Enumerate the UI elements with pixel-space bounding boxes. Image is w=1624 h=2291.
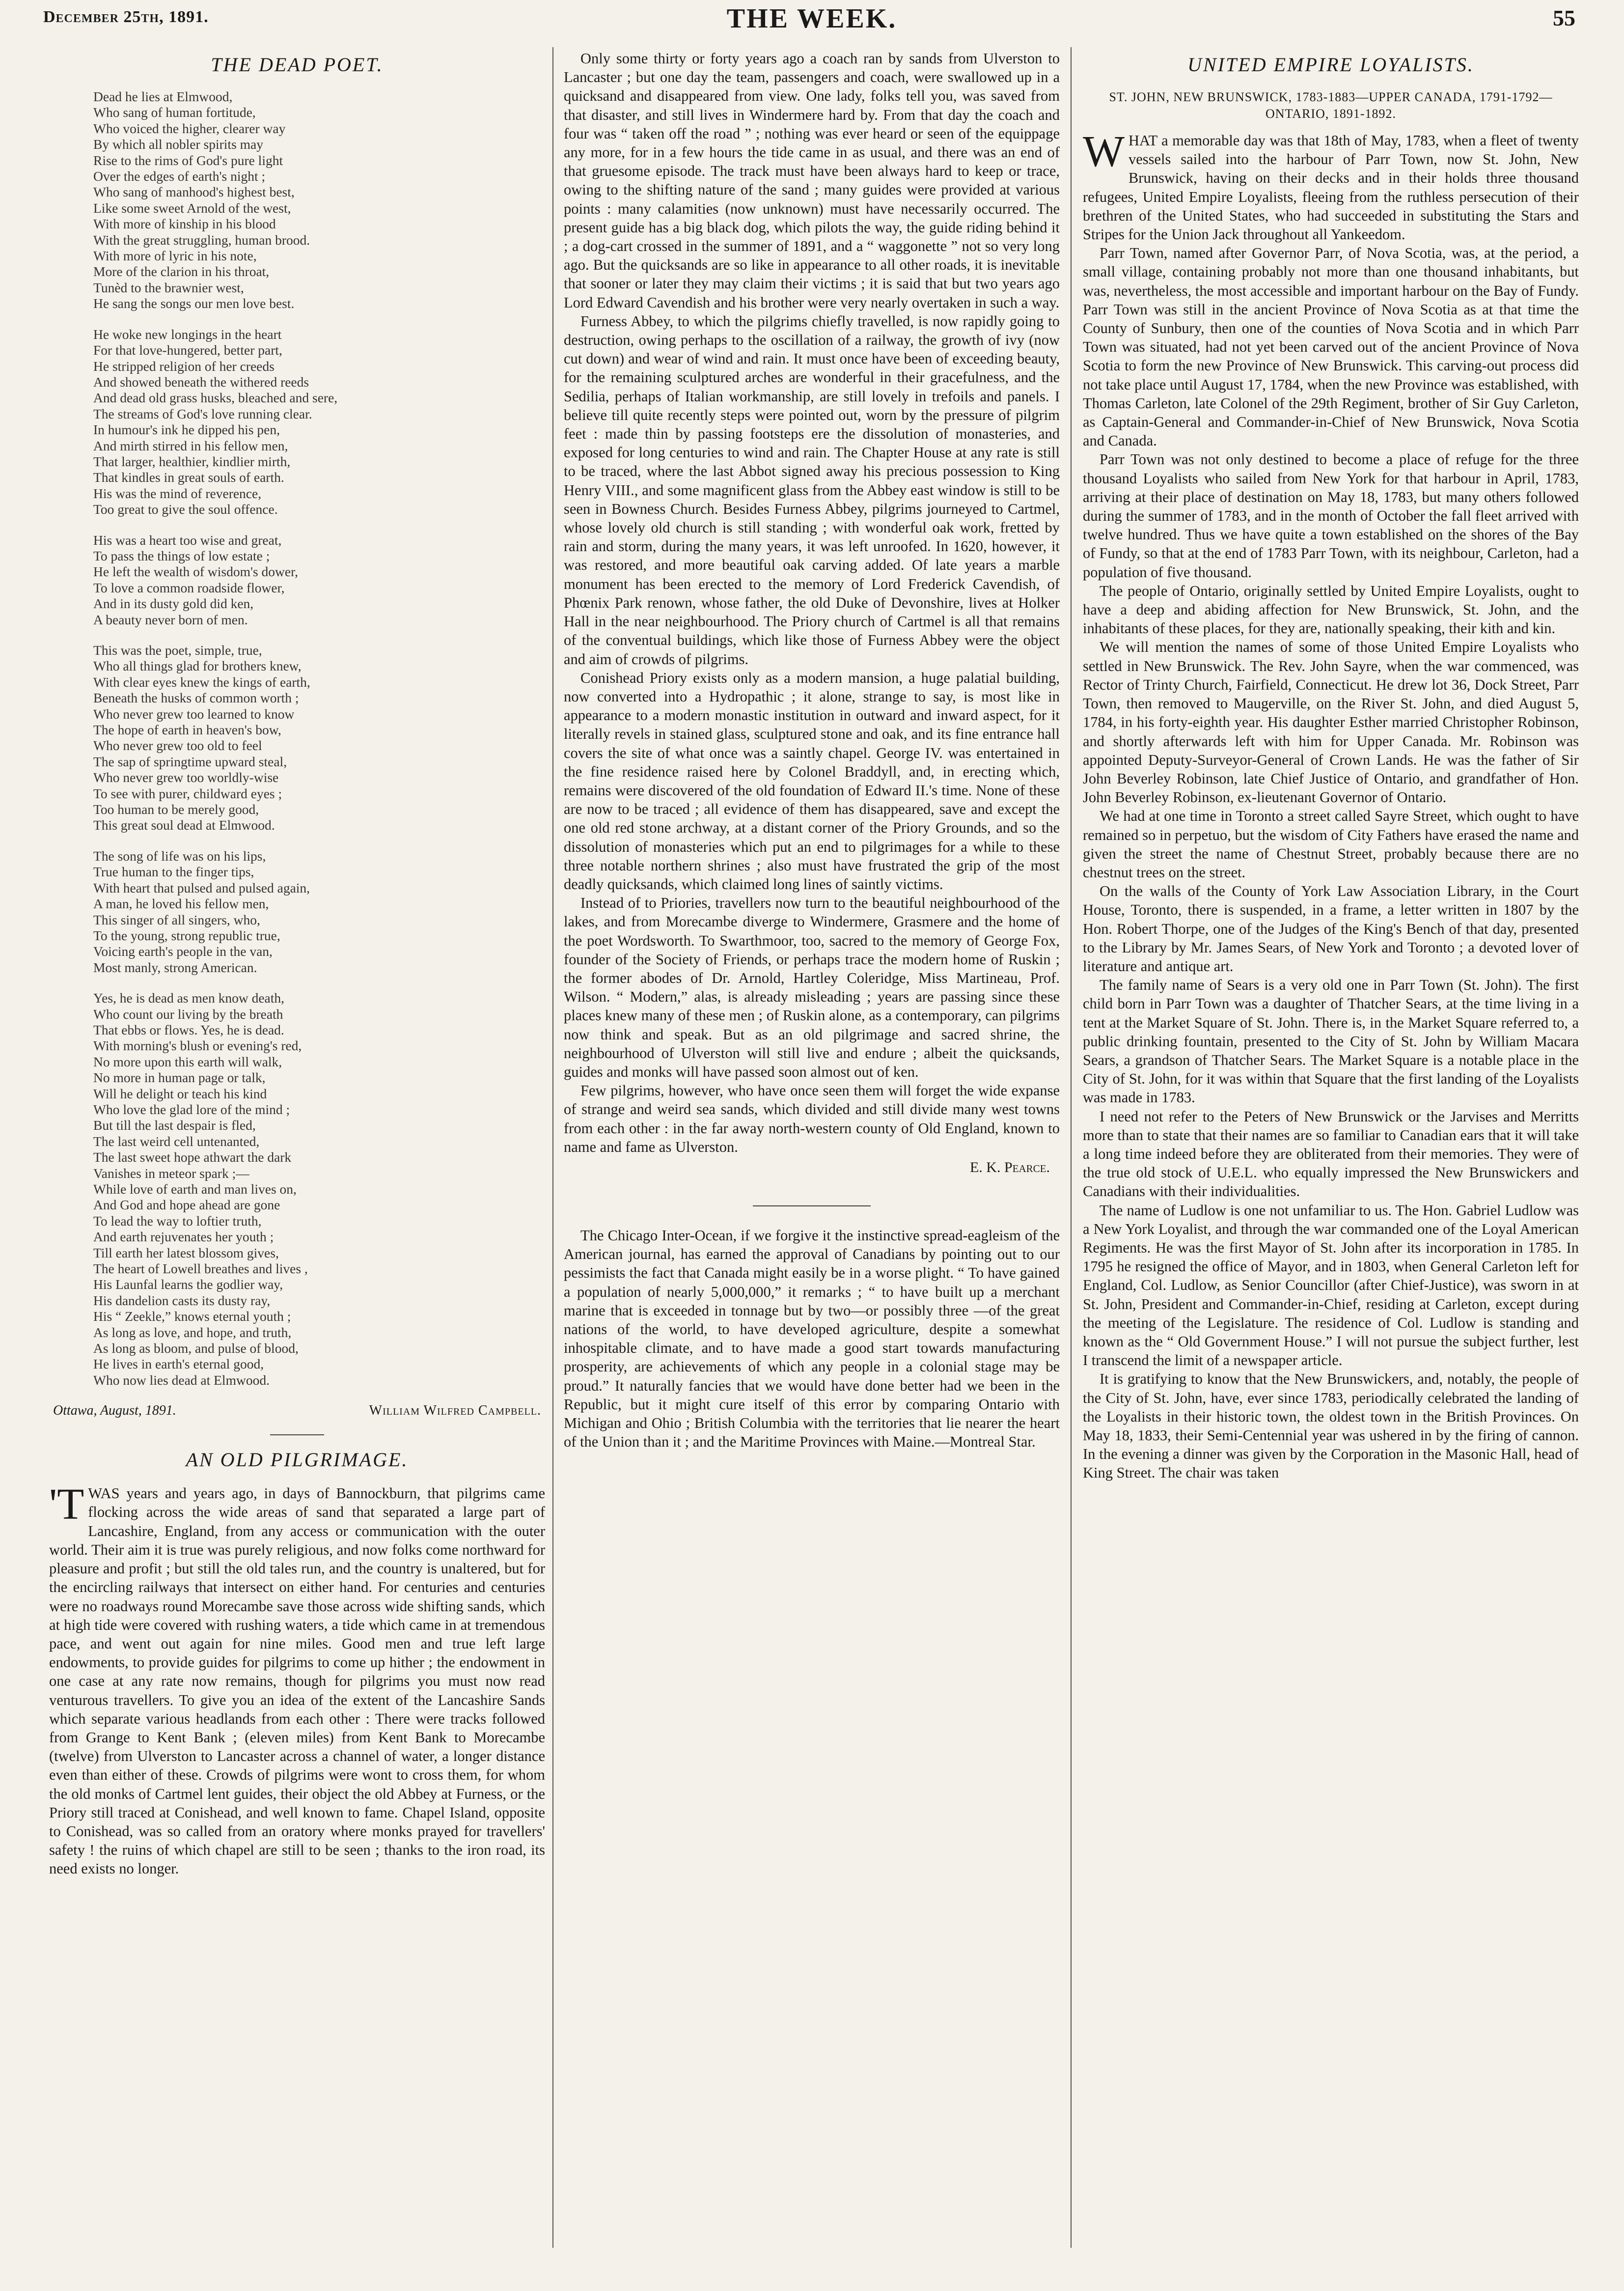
pilgrimage-paragraph: Furness Abbey, to which the pilgrims chiefly travelled, is now rapidly going to destruction, owing perhaps to the oscillation of a railway, the growth of ivy (now cut down) and wear of wind and rain. It must once have been of exceeding beauty, for the remaining sculptured arches are wonderful in their gracefulness, and the Sedilia, perhaps of Italian workmanship, are still lovely in trefoils and panels. I believe till quite recently steps were pointed out, worn by the pressure of pilgrim feet : made thin by passing footsteps ere the dissolution of monasteries, and exposed for long centuries to wind and rain. The Chapter House at any rate is still to be traced, where the last Abbot signed away his precious possession to King Henry VIII., and some magnificent glass from the Abbey east window is still to be seen in Bowness Church. Besides Furness Abbey, pilgrims journeyed to Cartmel, whose lovely old church is still standing ; with wonderful oak work, fretted by rain and storm, during the many years, it was left unroofed. In 1620, however, it was restored, and more beautiful oak carving added. Of late years a marble monument has been erected to the memory of Lord Frederick Cavendish, of Phœnix Park renown, whose father, the old Duke of Devonshire, lives at Holker Hall in the near neighbourhood. The Priory church of Cartmel is all that remains of the conventual buildings, which like those of Furness Abbey were the object and aim of crowds of pilgrims. [564, 312, 1060, 668]
poem-stanza [93, 643, 545, 834]
poem-line: To pass the things of low estate ; [93, 548, 270, 563]
poem-line: The last weird cell untenanted, [93, 1133, 260, 1149]
poem-stanza [93, 327, 545, 518]
loyalists-paragraph: The name of Ludlow is one not unfamiliar to us. The Hon. Gabriel Ludlow was a New York Loyalist, and through the war commanded one of the Loyal American Regiments. He was the first Mayor of St. John after its incorporation in 1785. In 1795 he resigned the office of Mayor, and in 1803, when General Carleton left for England, Col. Ludlow, as Senior Councillor (after Chief-Justice), was sworn in at St. John, President and Commander-in-Chief, residing at Carleton, except during the meeting of the Legislature. The residence of Col. Ludlow is standing and known as the “ Old Government House.” I will not pursue the subject further, lest I transcend the limit of a newspaper article. [1083, 1201, 1579, 1369]
section-divider [753, 1205, 871, 1206]
poem-body [49, 89, 545, 1388]
poem-line: He woke new longings in the heart [93, 326, 282, 342]
column-divider [1071, 47, 1072, 2248]
poem-line: Over the edges of earth's night ; [93, 168, 266, 184]
poem-line: And dead old grass husks, bleached and sere, [93, 390, 338, 406]
masthead-title: THE WEEK. [726, 3, 897, 34]
pilgrimage-paragraph: Conishead Priory exists only as a modern mansion, a huge palatial building, now converted into a Hydropathic ; it alone, strange to say, is most like in appearance to a modern monastic institution in outward and inward aspect, for it literally revels in stained glass, sculptured stone and oak, and its fine entrance hall covers the site of what once was a saintly chapel. George IV. was entertained in the fine residence raised here by Colonel Braddyll, and, in erecting which, remains were discovered of the old foundation of Edward II.'s time. None of these are now to be traced ; all evidence of them has disappeared, save and except the one old red stone archway, at a distant corner of the Priory Grounds, and so the dissolution of monasteries which put an end to pilgrimages for a while to these three notable northern shrines ; also must have frustrated the grip of the most deadly quicksands, which claimed long lines of saintly victims. [564, 669, 1060, 893]
poem-line: Who count our living by the breath [93, 1006, 283, 1022]
poem-line: For that love-hungered, better part, [93, 342, 282, 358]
poem-line: The streams of God's love running clear. [93, 406, 312, 421]
poem-line: Vanishes in meteor spark ;— [93, 1165, 249, 1181]
poem-line: Tunèd to the brawnier west, [93, 279, 244, 295]
pilgrimage-paragraph: Only some thirty or forty years ago a coach ran by sands from Ulverston to Lancaster ; but one day the team, passengers and coach, were swallowed up in a quicksand and disappeared from view. One lady, folks tell you, was saved from that disaster, and still lives in Windermere hard by. From that day the coach and four was “ taken off the road ” ; nothing was ever heard or seen of the equippage any more, for in a few hours the tide came in as usual, and there was an end of that gruesome episode. The track must have been always hard to keep or trace, owing to the shifting nature of the sand ; many guides were provided at various points : many calamities (now unknown) must have necessarily occurred. The present guide has a big black dog, which pilots the way, the guide riding behind it ; a dog-cart crossed in the summer of 1891, and a “ waggonette ” not so very long ago. But the quicksands are so like in appearance to all other roads, it is inevitable that sooner or later they may claim their victims ; it is said that but two years ago Lord Edward Cavendish and his brother were very nearly overtaken in such a way. [564, 50, 1060, 311]
poem-line: As long as bloom, and pulse of blood, [93, 1341, 299, 1356]
loyalists-paragraph: WHAT a memorable day was that 18th of May, 1783, when a fleet of twenty vessels sailed into the harbour of Parr Town, now St. John, New Brunswick, having on their decks and in their holds three thousand refugees, United Empire Loyalists, fleeing from the ruthless persecution of their brethren of the United States, who had succeeded in substituting the Stars and Stripes for the Union Jack throughout all Yankeedom. [1083, 127, 1579, 243]
poem-line: While love of earth and man lives on, [93, 1181, 297, 1197]
poem-line: Rise to the rims of God's pure light [93, 152, 283, 168]
pilgrimage-title: AN OLD PILGRIMAGE. [186, 1449, 409, 1471]
poem-line: That kindles in great souls of earth. [93, 470, 284, 485]
poem-line: That larger, healthier, kindlier mirth, [93, 453, 291, 469]
poem-line: Too great to give the soul offence. [93, 502, 278, 517]
poem-line: To the young, strong republic true, [93, 927, 280, 943]
drop-cap: 'T [49, 1480, 84, 1529]
loyalists-subtitle: ST. JOHN, NEW BRUNSWICK, 1783-1883—UPPER CANADA, 1791-1792—ONTARIO, 1891-1892. [1109, 90, 1553, 121]
poem-line: His was a heart too wise and great, [93, 532, 282, 548]
poem-line: The heart of Lowell breathes and lives , [93, 1261, 308, 1277]
poem-line: As long as love, and hope, and truth, [93, 1324, 292, 1340]
poem-line: A beauty never born of men. [93, 612, 248, 627]
poem-line: With clear eyes knew the kings of earth, [93, 674, 310, 690]
loyalists-title: UNITED EMPIRE LOYALISTS. [1187, 54, 1474, 76]
loyalists-paragraph: It is gratifying to know that the New Brunswickers, and, notably, the people of the City of St. John, have, ever since 1783, periodically celebrated the landing of the Loyalists in their historic town, the oldest town in the British Provinces. On May 18, 1833, their Semi-Centennial year was ushered in by the firing of cannon. In the evening a dinner was given by the Corporation in the Masonic Hall, head of King Street. The chair was taken [1083, 1370, 1579, 1481]
loyalists-paragraph: The family name of Sears is a very old one in Parr Town (St. John). The first child born in Parr Town was a daughter of Thatcher Sears, at the time living in a tent at the Market Square of St. John. There is, in the Market Square referred to, a public drinking fountain, presented to the City of St. John by William Macara Sears, a grandson of Thatcher Sears. The Market Square is a notable place in the City of St. John, for it was within that Square that the first landing of the Loyalists was made in 1783. [1083, 977, 1579, 1106]
loyalists-paragraph: The people of Ontario, originally settled by United Empire Loyalists, ought to have a deep and abiding affection for New Brunswick, St. John, and the inhabitants of these places, for they are, nationally speaking, their kith and kin. [1083, 582, 1579, 637]
poem-line: By which all nobler spirits may [93, 137, 263, 152]
poem-line: Who voiced the higher, clearer way [93, 120, 286, 136]
poem-line: This singer of all singers, who, [93, 912, 260, 927]
poem-line: And in its dusty gold did ken, [93, 596, 254, 612]
poem-line: That ebbs or flows. Yes, he is dead. [93, 1022, 284, 1037]
poem-line: To love a common roadside flower, [93, 580, 285, 595]
poem-line: Like some sweet Arnold of the west, [93, 200, 291, 216]
poem-line: And God and hope ahead are gone [93, 1197, 280, 1213]
issue-date: December 25th, 1891. [43, 8, 209, 26]
poem-stanza [93, 89, 545, 312]
poem-line: Who never grew too old to feel [93, 738, 262, 754]
poem-line: And showed beneath the withered reeds [93, 374, 309, 390]
poem-stanza [93, 990, 545, 1388]
poem-line: He stripped religion of her creeds [93, 358, 275, 374]
loyalists-paragraph: On the walls of the County of York Law Association Library, in the Court House, Toronto, there is suspended, in a frame, a letter written in 1807 by the Hon. Robert Thorpe, one of the Judges of the King's Bench of that day, presented to the Library by Mr. James Sears, of New York and Toronto ; a devoted lover of literature and antique art. [1083, 883, 1579, 975]
poem-line: True human to the finger tips, [93, 864, 254, 880]
pilgrimage-paragraph: Instead of to Priories, travellers now turn to the beautiful neighbourhood of the lakes, and from Morecambe diverge to Windermere, Grasmere and the home of the poet Wordsworth. To Swarthmoor, too, sacred to the memory of George Fox, founder of the Society of Friends, or perhaps trace the modern home of Ruskin ; the former abodes of Dr. Arnold, Hartley Coleridge, Miss Martineau, Prof. Wilson. “ Modern,” alas, is already misleading ; years are passing since these places knew many of these men ; of Ruskin alone, as a contemporary, can pilgrims now think and speak. But as an old pilgrimage and sacred shrine, the neighbourhood of Ulverston will still live and endure ; albeit the quicksands, guides and monks will have passed soon almost out of ken. [564, 894, 1060, 1080]
poem-line: To see with purer, childward eyes ; [93, 785, 282, 801]
section-divider [270, 1434, 324, 1435]
poem-line: Voicing earth's people in the van, [93, 944, 273, 959]
poem-line: Who never grew too learned to know [93, 706, 295, 722]
chicago-note [564, 1226, 1060, 1451]
poem-author: William Wilfred Campbell. [369, 1403, 541, 1419]
page-number: 55 [1553, 5, 1575, 30]
loyalists-paragraph: Parr Town, named after Governor Parr, of Nova Scotia, was, at the period, a small village, containing probably not more than one thousand inhabitants, but was, nevertheless, the most accessible and important harbour on the Bay of Fundy. Parr Town was still in the ancient Province of Nova Scotia as at that time the County of Sunbury, then one of the counties of Nova Scotia and in which Parr Town was situated, had not yet been carved out of the ancient Province of Nova Scotia to form the new Province of New Brunswick. This carving-out process did not take place until August 17, 1784, when the new Province was established, with Thomas Carleton, late Colonel of the 29th Regiment, brother of Sir Guy Carleton, as Captain-General and Commander-in-Chief of New Brunswick, Nova Scotia and Canada. [1083, 245, 1579, 449]
poem-line: In humour's ink he dipped his pen, [93, 422, 280, 438]
pilgrimage-author: E. K. Pearce. [969, 1159, 1050, 1175]
poem-line: Who sang of human fortitude, [93, 105, 256, 120]
poem-line: With more of kinship in his blood [93, 216, 276, 232]
page-header [43, 3, 1580, 32]
poem-stanza [93, 532, 545, 628]
poem-line: With the great struggling, human brood. [93, 232, 310, 248]
poem-line: Most manly, strong American. [93, 959, 257, 975]
poem-signature [49, 1403, 545, 1419]
poem-line: He lives in earth's eternal good, [93, 1356, 264, 1372]
poem-line: Who never grew too worldly-wise [93, 770, 279, 785]
loyalists-paragraph: We will mention the names of some of those United Empire Loyalists who settled in New Brunswick. The Rev. John Sayre, when the war commenced, was Rector of Trinty Church, Fairfield, Connecticut. He drew lot 36, Dock Street, Parr Town, then removed to Maugerville, on the River St. John, and died August 5, 1784, in his forty-eighth year. His daughter Esther married Christopher Robinson, and shortly afterwards left with him for Upper Canada. Mr. Robinson was appointed Deputy-Surveyor-General of Crown Lands. He was the father of Sir John Beverley Robinson, late Chief Justice of Ontario, and grandfather of Hon. John Beverley Robinson, ex-lieutenant Governor of Ontario. [1083, 639, 1579, 806]
column-divider [552, 47, 553, 2248]
poem-line: Who sang of manhood's highest best, [93, 184, 295, 200]
poem-line: Beneath the husks of common worth ; [93, 690, 299, 706]
poem-line: No more upon this earth will walk, [93, 1054, 282, 1069]
poem-line: But till the last despair is fled, [93, 1118, 256, 1133]
column-right [1083, 49, 1579, 2260]
column-middle [564, 49, 1060, 2260]
poem-line: With heart that pulsed and pulsed again, [93, 880, 310, 895]
loyalists-paragraph: We had at one time in Toronto a street called Sayre Street, which ought to have remained so in perpetuo, but the wisdom of City Fathers have erased the name and given the street the name of Chestnut Street, probably because there are no chestnut trees on the street. [1083, 808, 1579, 881]
poem-place-date: Ottawa, August, 1891. [53, 1403, 176, 1419]
poem-line: He left the wealth of wisdom's dower, [93, 564, 299, 580]
chicago-paragraph: The Chicago Inter-Ocean, if we forgive it the instinctive spread-eagleism of the American journal, has earned the approval of Canadians by pointing out to our pessimists the fact that Canada might easily be in a worse plight. “ To have gained a population of nearly 5,000,000,” it remarks ; “ to have built up a merchant marine that is exceeded in tonnage but by two—or possibly three —of the great nations of the world, to have developed agriculture, despite a somewhat inhospitable climate, and to have made a good start towards manufacturing prosperity, are achievements of which any people in a colonial stage may be proud.” It naturally fancies that we would have done better had we been in the Republic, but it might cure itself of this error by comparing Ontario with Michigan and Ohio ; British Columbia with the territories that lie nearer the heart of the Union than it ; and the Maritime Provinces with Maine.—Montreal Star. [564, 1227, 1060, 1451]
drop-cap: W [1083, 127, 1125, 176]
poem-line: Till earth her latest blossom gives, [93, 1245, 279, 1260]
poem-line: With morning's blush or evening's red, [93, 1038, 302, 1054]
poem-line: His dandelion casts its dusty ray, [93, 1292, 271, 1308]
poem-line: With more of lyric in his note, [93, 248, 257, 264]
poem-line: Who all things glad for brothers knew, [93, 658, 302, 674]
poem-line: This great soul dead at Elmwood. [93, 817, 275, 833]
poem-line: His “ Zeekle,” knows eternal youth ; [93, 1309, 291, 1324]
loyalists-article [1083, 127, 1579, 1482]
poem-line: The song of life was on his lips, [93, 848, 266, 864]
poem-line: This was the poet, simple, true, [93, 643, 262, 658]
column-left [49, 49, 545, 2260]
poem-line: To lead the way to loftier truth, [93, 1213, 262, 1229]
pilgrimage-paragraph: 'TWAS years and years ago, in days of Bannockburn, that pilgrims came flocking across the wide areas of sand that separated a large part of Lancashire, England, from any access or communication with the outer world. Their aim it is true was purely religious, and now folks come northward for pleasure and profit ; but still the old tales run, and the country is unaltered, but for the encircling railways that intersect on either hand. For centuries and centuries were no roadways round Morecambe save those across wide shifting sands, which at high tide were covered with rushing waters, a tide which came in at tremendous pace, and went out again for nine miles. Good men and true left large endowments, to provide guides for pilgrims to come up hither ; the endowment in one case at any rate now remains, though for pilgrims you must now read venturous travellers. To give you an idea of the extent of the Lancashire Sands which separate various headlands from each other : There were tracks followed from Grange to Kent Bank ; (eleven miles) from Kent Bank to Morecambe (twelve) from Ulverston to Lancaster across a channel of water, a longer distance even than either of these. Crowds of pilgrims were wont to cross them, for whom the old monks of Cartmel lent guides, their object the old Abbey at Furness, or the Priory still traced at Conishead, and well known to fame. Chapel Island, opposite to Conishead, was so called from an oratory where monks prayed for travellers' safety ! the ruins of which chapel are still to be seen ; thanks to the iron road, its need exists no longer. [49, 1480, 545, 1877]
poem-line: The hope of earth in heaven's bow, [93, 722, 281, 738]
poem-line: His Launfal learns the godlier way, [93, 1277, 283, 1292]
poem-line: The last sweet hope athwart the dark [93, 1149, 292, 1165]
pilgrimage-paragraph: Few pilgrims, however, who have once seen them will forget the wide expanse of strange and weird sea sands, which divided and still divide many west towns from each other : in the far away north-western county of Old England, known to name and fame as Ulverston. [564, 1082, 1060, 1155]
poem-line: His was the mind of reverence, [93, 485, 262, 501]
poem-title: THE DEAD POET. [211, 54, 384, 76]
poem-line: Will he delight or teach his kind [93, 1086, 267, 1101]
loyalists-paragraph: Parr Town was not only destined to become a place of refuge for the three thousand Loyalists who sailed from New York for that harbour in April, 1783, arriving at their place of destination on May 18, 1783, but many others followed during the summer of 1783, and in the month of October the fall fleet arrived with twelve hundred. Thus we have quite a town established on the shores of the Bay of Fundy, so that at the end of 1783 Parr Town, with its neighbour, Carleton, had a population of five thousand. [1083, 451, 1579, 581]
poem-line: Who love the glad lore of the mind ; [93, 1101, 290, 1117]
poem-line: And mirth stirred in his fellow men, [93, 438, 288, 453]
poem-line: The sap of springtime upward steal, [93, 754, 287, 769]
poem-line: No more in human page or talk, [93, 1070, 266, 1086]
poem-line: Who now lies dead at Elmwood. [93, 1372, 270, 1388]
poem-line: More of the clarion in his throat, [93, 264, 270, 279]
poem-line: Too human to be merely good, [93, 802, 259, 817]
poem-line: He sang the songs our men love best. [93, 296, 295, 311]
poem-line: Dead he lies at Elmwood, [93, 89, 233, 104]
poem-line: A man, he loved his fellow men, [93, 896, 269, 912]
pilgrimage-article-continued [564, 49, 1060, 1156]
poem-line: And earth rejuvenates her youth ; [93, 1229, 274, 1245]
loyalists-paragraph: I need not refer to the Peters of New Brunswick or the Jarvises and Merritts more than to state that their names are so familiar to Canadian ears that it will take a long time indeed before they are obliterated from their memories. They were of the true old stock of U.E.L. who equally impressed the New Brunswickers and Canadians with their individualities. [1083, 1108, 1579, 1200]
poem-line: Yes, he is dead as men know death, [93, 990, 285, 1006]
pilgrimage-article [49, 1480, 545, 1878]
poem-stanza [93, 848, 545, 976]
